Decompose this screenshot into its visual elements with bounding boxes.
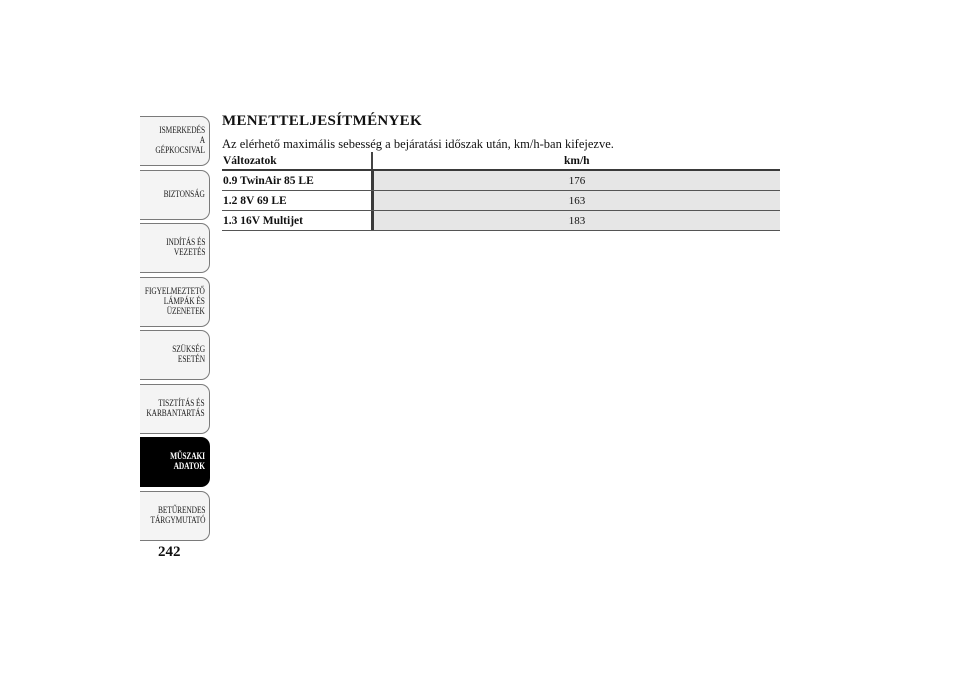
tab-label: SZÜKSÉG ESETÉN	[172, 345, 205, 365]
tab-label: ISMERKEDÉS A GÉPKOCSIVAL	[155, 126, 205, 156]
tab-label: BIZTONSÁG	[163, 189, 205, 200]
tab-targymutato[interactable]	[140, 491, 210, 541]
header-kmh: km/h	[371, 152, 780, 169]
variant-cell: 0.9 TwinAir 85 LE	[223, 174, 314, 187]
page-number: 242	[158, 544, 181, 560]
tab-inditas[interactable]	[140, 223, 210, 273]
tab-label: BETŰRENDES TÁRGYMUTATÓ	[150, 505, 205, 526]
header-variants: Változatok	[223, 154, 277, 167]
speed-cell: 176	[371, 171, 780, 190]
tab-muszaki-adatok[interactable]	[140, 437, 210, 487]
performance-table	[222, 152, 780, 231]
speed-cell: 163	[371, 191, 780, 210]
chapter-tabs	[140, 116, 211, 544]
section-title: MENETTELJESÍTMÉNYEK	[222, 113, 422, 129]
tab-label: TISZTÍTÁS ÉS KARBANTARTÁS	[146, 398, 205, 419]
table-row	[222, 171, 780, 191]
table-row	[222, 191, 780, 211]
tab-label: MŰSZAKI ADATOK	[170, 452, 205, 472]
tab-label: FIGYELMEZTETŐ LÁMPÁK ÉS ÜZENETEK	[145, 286, 205, 317]
variant-cell: 1.2 8V 69 LE	[223, 194, 287, 207]
variant-cell: 1.3 16V Multijet	[223, 214, 303, 227]
tab-ismerkedes[interactable]	[140, 116, 210, 166]
tab-tisztitas[interactable]	[140, 384, 210, 434]
intro-text: Az elérhető maximális sebesség a bejáratási időszak után, km/h-ban kifejezve.	[222, 137, 614, 151]
table-row	[222, 211, 780, 231]
tab-szukseg[interactable]	[140, 330, 210, 380]
tab-figyelmezteto[interactable]	[140, 277, 210, 327]
main-content	[222, 112, 780, 231]
table-header-row	[222, 152, 780, 171]
tab-biztonsag[interactable]	[140, 170, 210, 220]
tab-label: INDÍTÁS ÉS VEZETÉS	[165, 238, 205, 258]
speed-cell: 183	[371, 211, 780, 230]
